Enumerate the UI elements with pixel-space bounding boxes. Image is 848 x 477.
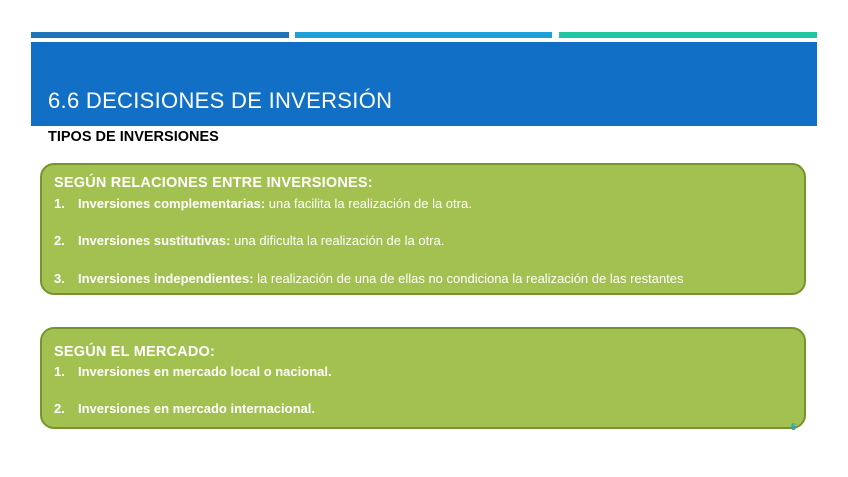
market-box [40, 327, 806, 429]
slide-title: 6.6 DECISIONES DE INVERSIÓN [48, 88, 393, 113]
item-number: 1. [54, 196, 65, 211]
item-number: 2. [54, 401, 65, 416]
item-term: Inversiones sustitutivas: [78, 233, 231, 248]
item-number: 2. [54, 233, 65, 248]
accent-bar-1 [31, 32, 289, 38]
item-term: Inversiones en mercado internacional. [78, 401, 315, 416]
list-item [54, 233, 444, 248]
market-heading: SEGÚN EL MERCADO: [54, 344, 216, 360]
accent-bar-3 [559, 32, 817, 38]
item-term: Inversiones en mercado local o nacional. [78, 364, 332, 379]
relations-heading: SEGÚN RELACIONES ENTRE INVERSIONES: [54, 175, 373, 191]
list-item [54, 401, 315, 416]
item-description: una facilita la realización de la otra. [265, 196, 472, 211]
item-description: una dificulta la realización de la otra. [230, 233, 445, 248]
accent-bar-2 [295, 32, 552, 38]
relations-box [40, 163, 806, 295]
item-number: 1. [54, 364, 65, 379]
title-band [31, 42, 817, 126]
slide-subtitle: TIPOS DE INVERSIONES [48, 129, 219, 145]
item-description: la realización de una de ellas no condiciona la realización de las restantes [253, 271, 684, 286]
list-item [54, 364, 332, 379]
item-term: Inversiones independientes: [78, 271, 254, 286]
item-number: 3. [54, 271, 65, 286]
page-number: 5 [791, 422, 797, 432]
list-item [54, 271, 684, 286]
list-item [54, 196, 472, 211]
item-term: Inversiones complementarias: [78, 196, 266, 211]
